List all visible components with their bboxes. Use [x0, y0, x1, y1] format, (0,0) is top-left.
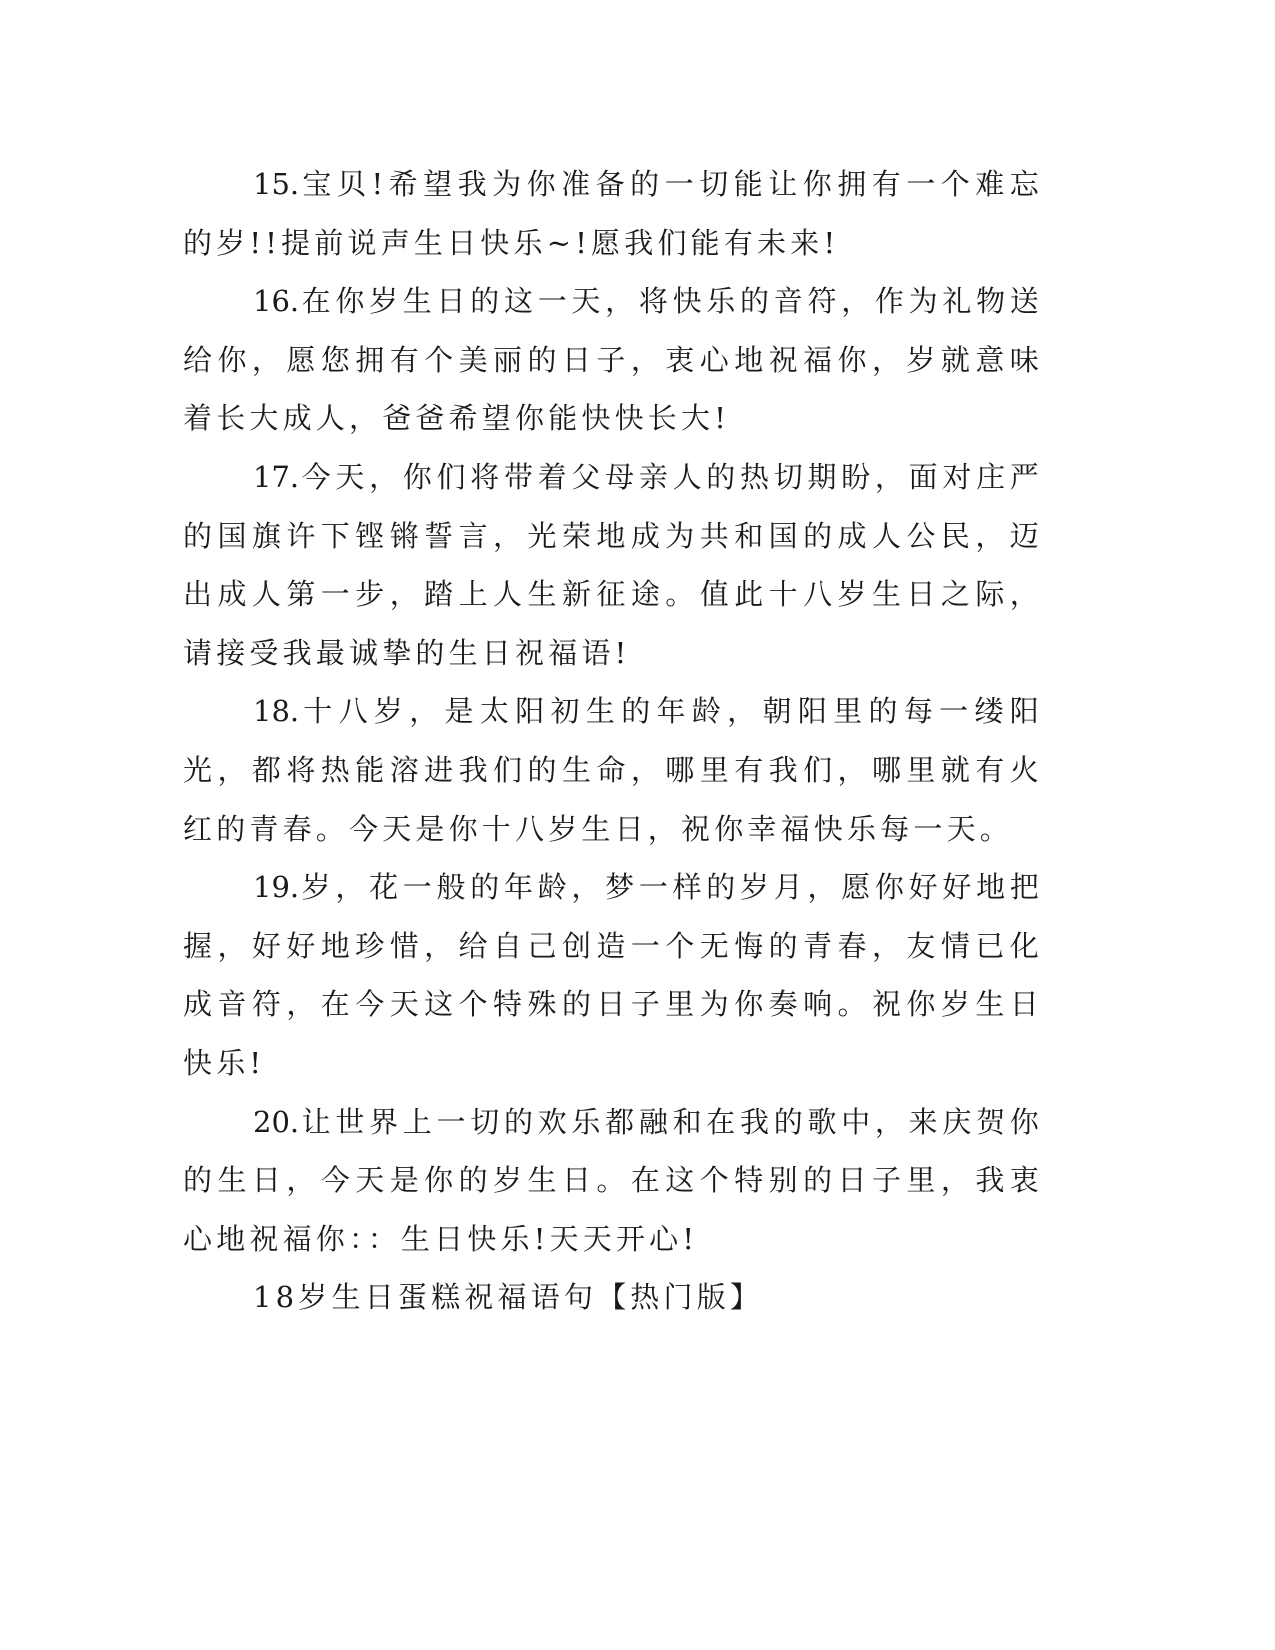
item-text: 十八岁，是太阳初生的年龄，朝阳里的每一缕阳光，都将热能溶进我们的生命，哪里有我们，哪里就有火红的青春。今天是你十八岁生日，祝你幸福快乐每一天。 [183, 694, 1043, 846]
list-item [183, 272, 1043, 448]
list-item [183, 448, 1043, 682]
document-body [183, 155, 1043, 1327]
item-number: 20. [253, 1104, 300, 1139]
item-number: 18. [253, 694, 300, 729]
item-text: 让世界上一切的欢乐都融和在我的歌中，来庆贺你的生日，今天是你的岁生日。在这个特别的日子里，我衷心地祝福你：：生日快乐!天天开心! [183, 1104, 1043, 1256]
item-text: 今天，你们将带着父母亲人的热切期盼，面对庄严的国旗许下铿锵誓言，光荣地成为共和国的成人公民，迈出成人第一步，踏上人生新征途。值此十八岁生日之际，请接受我最诚挚的生日祝福语! [183, 459, 1043, 670]
list-item [183, 155, 1043, 272]
item-number: 16. [253, 284, 300, 319]
item-number: 15. [253, 167, 300, 201]
list-item [183, 1093, 1043, 1269]
list-item [183, 682, 1043, 858]
section-heading: 18岁生日蛋糕祝福语句【热门版】 [253, 1280, 764, 1315]
item-text: 岁，花一般的年龄，梦一样的岁月，愿你好好地把握，好好地珍惜，给自己创造一个无悔的青春，友情已化成音符，在今天这个特殊的日子里为你奏响。祝你岁生日快乐! [183, 870, 1043, 1080]
list-item [183, 858, 1043, 1092]
item-number: 19. [253, 870, 300, 905]
item-text: 宝贝!希望我为你准备的一切能让你拥有一个难忘的岁!!提前说声生日快乐~!愿我们能有未来! [183, 167, 1043, 260]
item-text: 在你岁生日的这一天，将快乐的音符，作为礼物送给你，愿您拥有个美丽的日子，衷心地祝福你，岁就意味着长大成人，爸爸希望你能快快长大! [183, 284, 1043, 436]
item-number: 17. [253, 459, 300, 494]
